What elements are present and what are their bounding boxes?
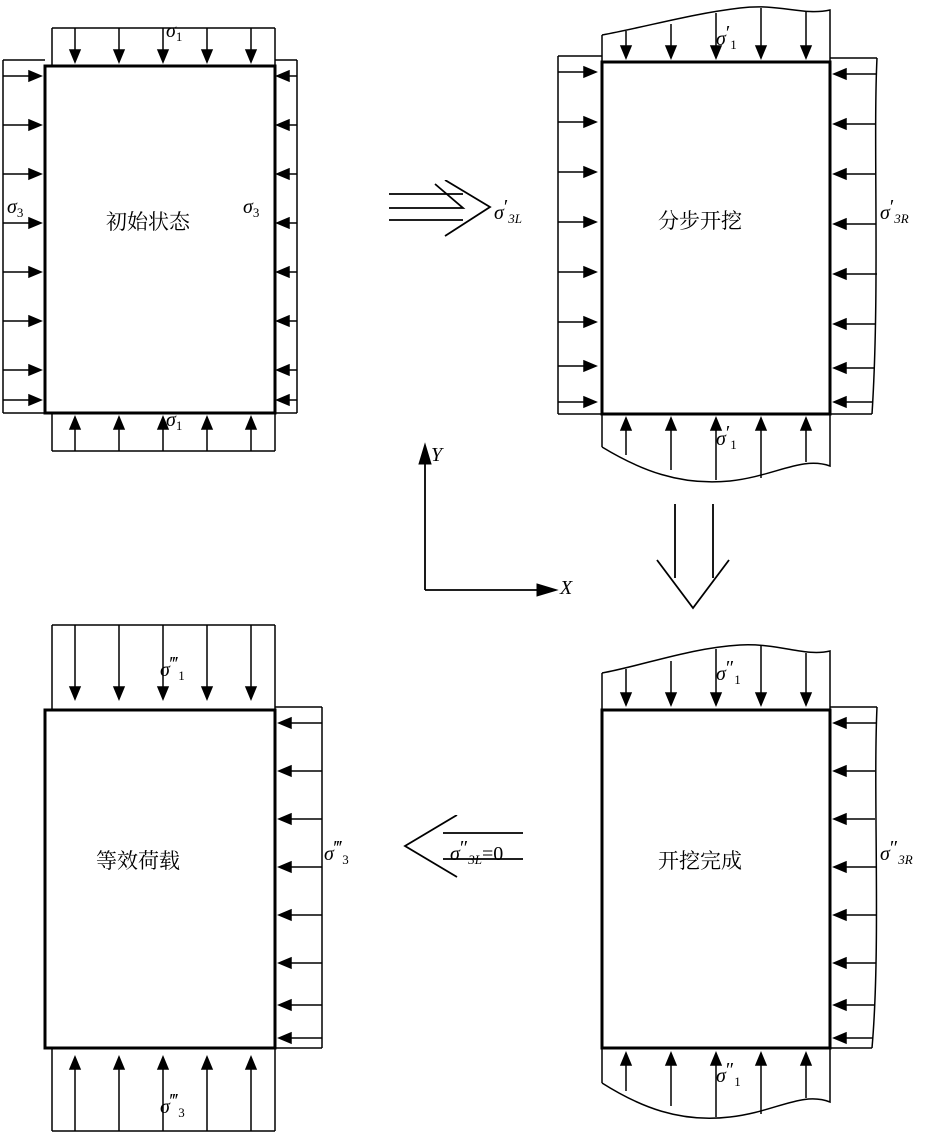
label-sigma3L-prime-b: $\sigma'_{3L}$ bbox=[494, 196, 522, 227]
label-stepwise-excavation: 分步开挖 bbox=[658, 209, 742, 233]
label-sigma1-prime-bottom-b: $\sigma'_1$ bbox=[716, 422, 737, 453]
panel-equivalent-load bbox=[0, 615, 349, 1137]
top-arrows bbox=[70, 28, 256, 62]
block-outline bbox=[602, 710, 830, 1048]
coordinate-axes bbox=[395, 430, 585, 610]
x-axis-arrowhead bbox=[537, 584, 557, 596]
right-arrows bbox=[834, 718, 877, 1043]
right-load-sides bbox=[830, 58, 877, 414]
right-load-baseline bbox=[872, 707, 877, 1048]
right-load-baseline bbox=[872, 58, 877, 414]
right-arrows bbox=[277, 71, 297, 405]
panel-initial-state-drawing bbox=[0, 0, 300, 490]
left-load-sides bbox=[558, 56, 602, 414]
label-sigma1-dprime-bottom-c: $\sigma''_1$ bbox=[716, 1059, 741, 1090]
label-sigma3-tprime-d: $\sigma‴_3$ bbox=[324, 837, 349, 868]
label-sigma3R-prime-b: $\sigma'_{3R}$ bbox=[880, 196, 909, 227]
left-load-sides bbox=[3, 60, 45, 413]
arrow-complete-to-equivalent bbox=[395, 815, 530, 910]
right-load-sides bbox=[830, 707, 877, 1048]
bottom-arrows bbox=[70, 417, 256, 451]
label-sigma3R-dprime-c: $\sigma''_{3R}$ bbox=[880, 837, 913, 868]
x-axis-label: X bbox=[560, 577, 573, 599]
label-sigma1-tprime-top-d: $\sigma‴_1$ bbox=[160, 653, 185, 684]
panel-initial-state bbox=[0, 0, 300, 490]
label-sigma1-dprime-top-c: $\sigma''_1$ bbox=[716, 657, 741, 688]
label-equivalent-load: 等效荷载 bbox=[96, 849, 180, 873]
label-sigma3-left-a: $\sigma_3$ bbox=[7, 196, 24, 221]
right-load-sides bbox=[275, 707, 322, 1048]
label-sigma3-right-a: $\sigma_3$ bbox=[243, 196, 260, 221]
arrow-stepwise-to-complete bbox=[655, 500, 765, 625]
arrow-initial-to-stepwise bbox=[385, 180, 505, 270]
panel-equivalent-load-drawing bbox=[0, 615, 340, 1137]
panel-excavation-complete bbox=[450, 615, 933, 1137]
label-sigma3L-dprime-c: $\sigma''_{3L}=0$ bbox=[450, 837, 504, 868]
label-excavation-complete: 开挖完成 bbox=[658, 849, 742, 873]
y-axis-arrowhead bbox=[419, 444, 431, 464]
right-arrows bbox=[279, 718, 322, 1043]
right-load-sides bbox=[275, 60, 297, 413]
block-outline bbox=[45, 710, 275, 1048]
panel-stepwise-excavation bbox=[494, 0, 933, 500]
label-initial-state: 初始状态 bbox=[106, 210, 190, 234]
label-sigma1-tprime-bottom-d: $\sigma‴_3$ bbox=[160, 1090, 185, 1121]
label-sigma1-bottom-a: $\sigma_1$ bbox=[166, 409, 183, 434]
block-outline bbox=[45, 66, 275, 413]
label-sigma1-top-a: $\sigma_1$ bbox=[166, 20, 183, 45]
label-sigma1-prime-top-b: $\sigma'_1$ bbox=[716, 22, 737, 53]
right-arrows bbox=[834, 69, 877, 407]
y-axis-label: Y bbox=[431, 444, 443, 466]
left-arrows bbox=[558, 67, 596, 407]
left-arrows bbox=[3, 71, 41, 405]
block-outline bbox=[602, 62, 830, 414]
